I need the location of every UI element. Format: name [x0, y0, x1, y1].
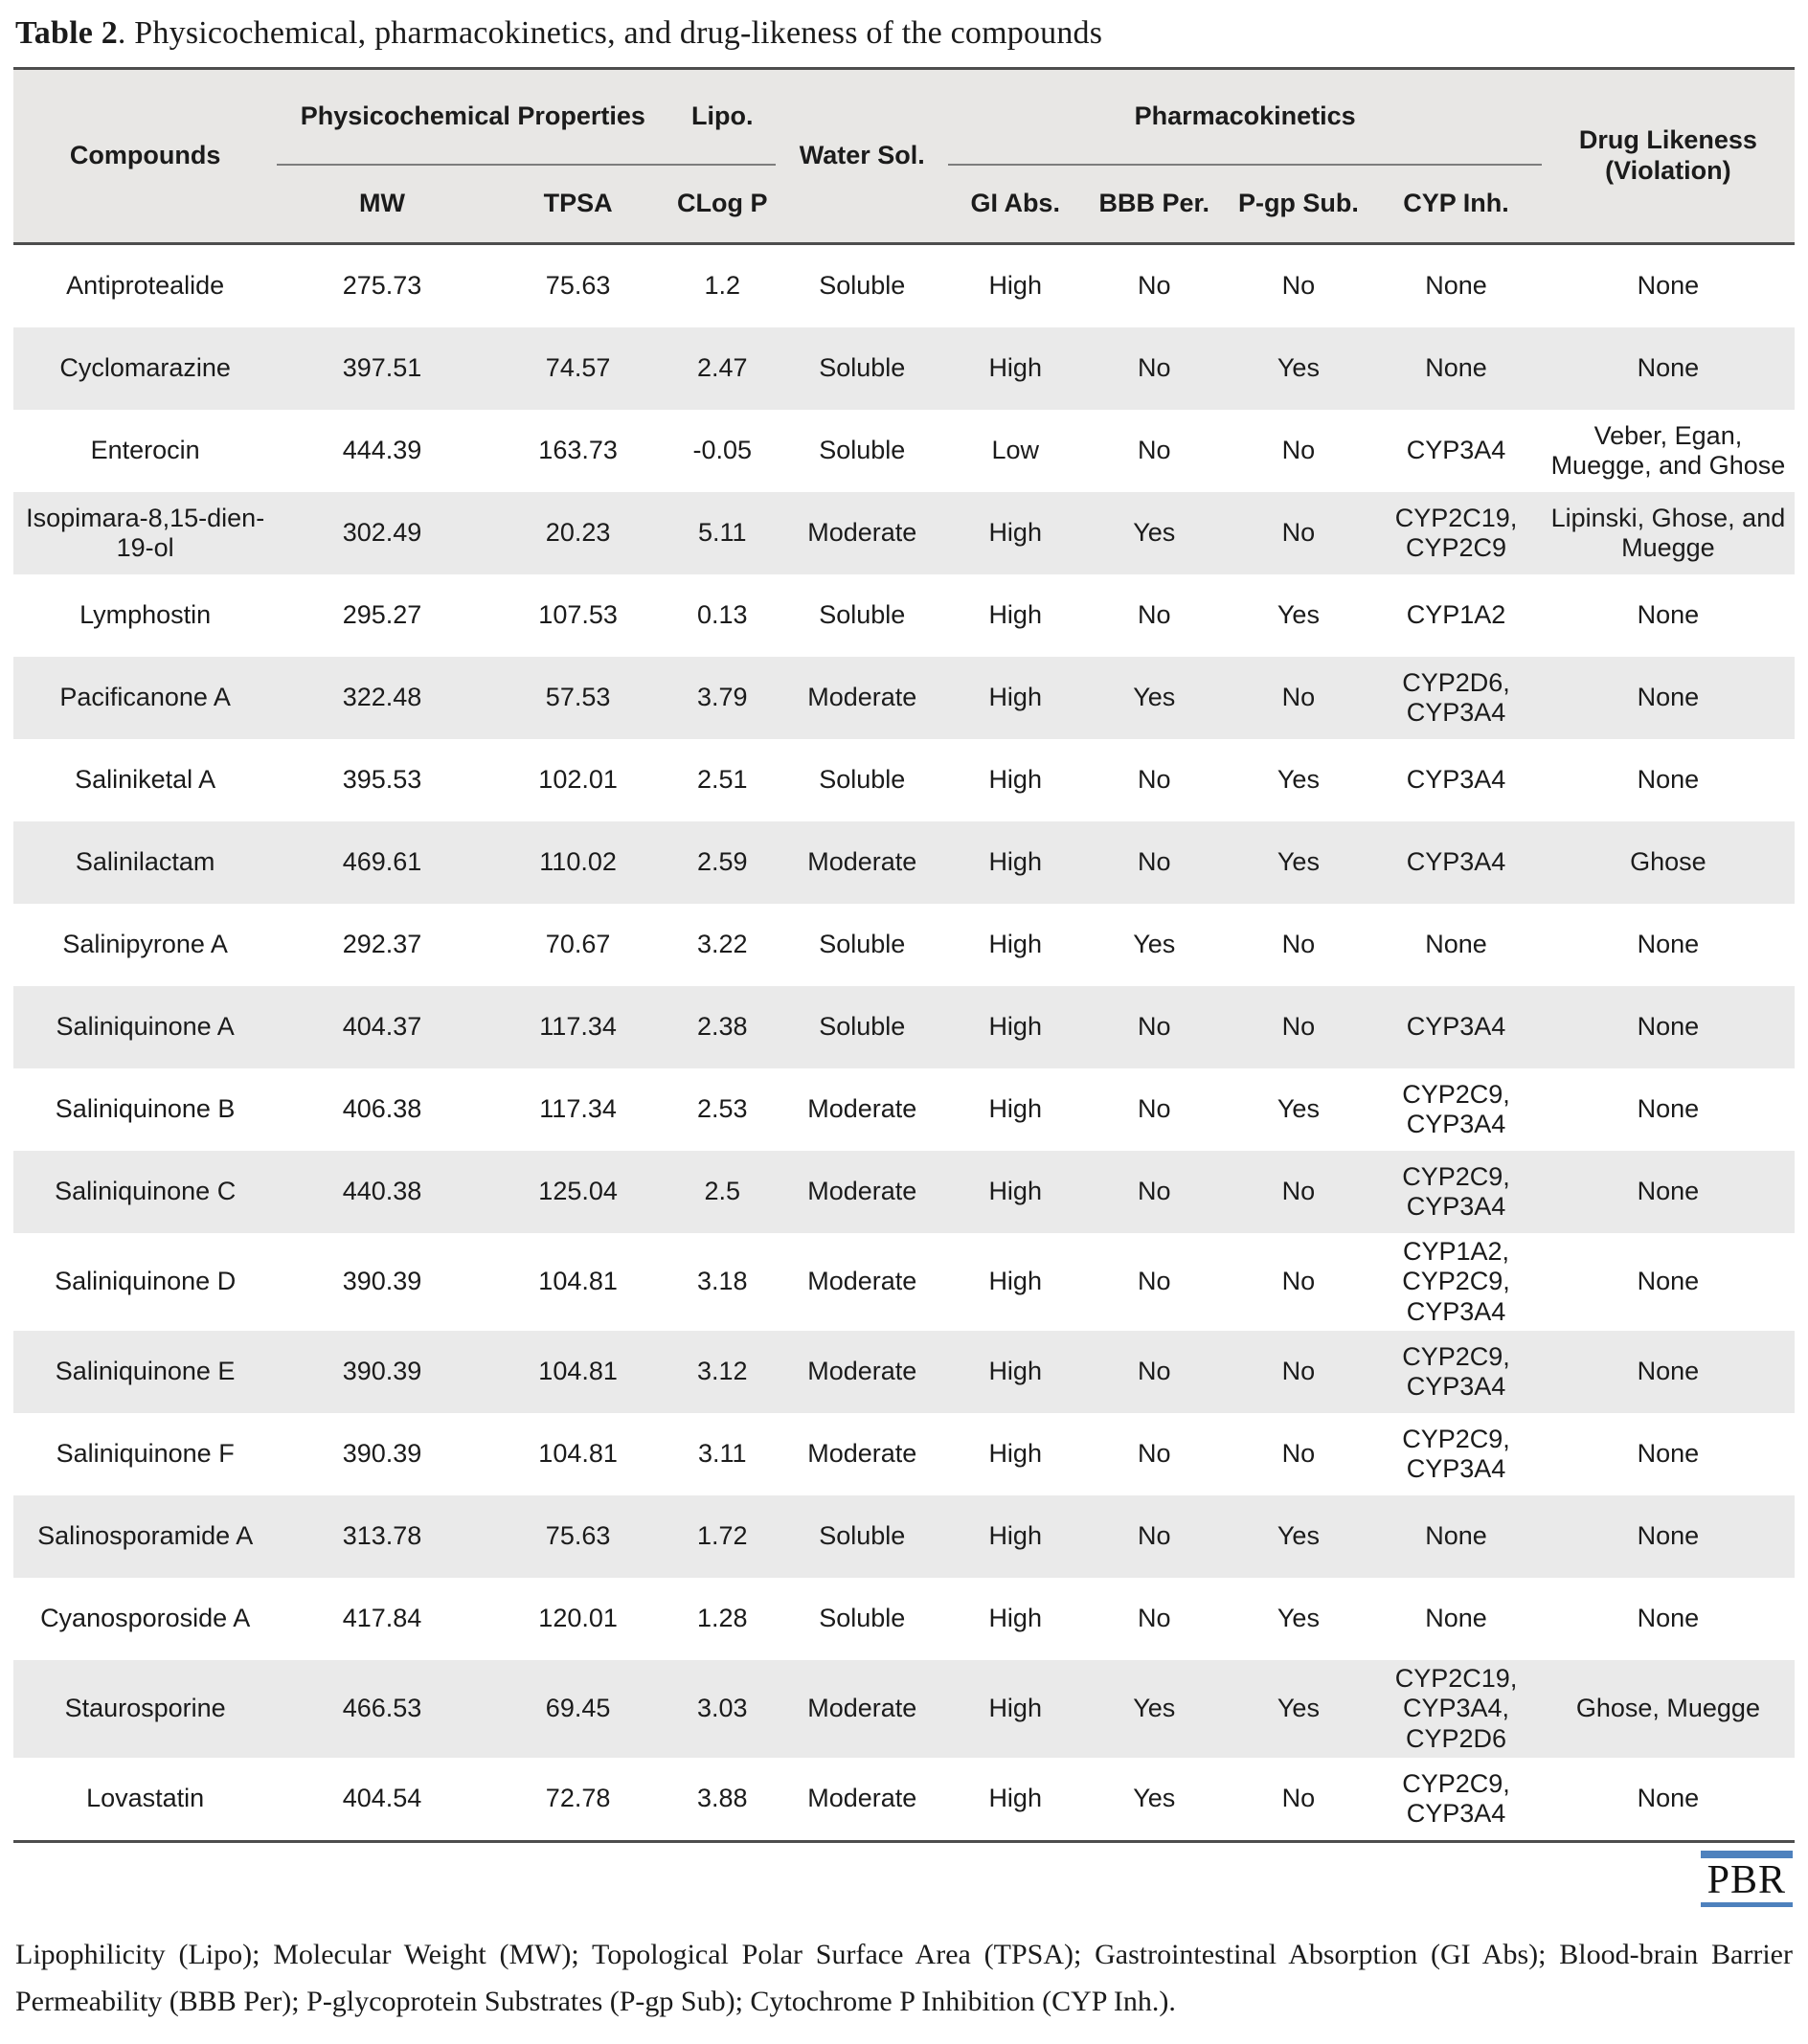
cell-drug-likeness: None	[1542, 657, 1795, 739]
cell-drug-likeness: None	[1637, 930, 1700, 959]
cell-gi-absorption: High	[988, 765, 1042, 795]
pbr-journal-logo: PBR	[1701, 1851, 1793, 1907]
cell-gi-absorption: High	[988, 1784, 1042, 1813]
cell-cyp-inhibition: CYP2C9, CYP3A4	[1402, 1768, 1510, 1828]
cell-tpsa: 125.04	[487, 1151, 669, 1233]
cell-pgp-substrate: Yes	[1227, 821, 1371, 904]
cell-drug-likeness: None	[1542, 1495, 1795, 1578]
cell-clogp: 3.79	[668, 657, 776, 739]
cell-water-solubility: Soluble	[819, 600, 906, 630]
cell-compound: Cyclomarazine	[13, 327, 277, 410]
header-mw: MW	[277, 165, 486, 244]
cell-pgp-substrate: No	[1281, 930, 1316, 959]
cell-tpsa: 163.73	[538, 436, 618, 465]
cell-bbb-permeability: Yes	[1082, 657, 1227, 739]
cell-compound: Saliniquinone F	[56, 1439, 235, 1469]
cell-clogp: 2.38	[668, 986, 776, 1068]
cell-tpsa: 75.63	[545, 271, 611, 301]
cell-compound: Salinipyrone A	[62, 930, 228, 959]
cell-mw: 295.27	[342, 600, 422, 630]
cell-mw: 302.49	[277, 492, 486, 574]
cell-tpsa: 104.81	[538, 1439, 618, 1469]
cell-compound: Lymphostin	[79, 600, 212, 630]
cell-clogp: 2.51	[696, 765, 748, 795]
cell-mw: 397.51	[277, 327, 486, 410]
cell-gi-absorption: High	[988, 1604, 1042, 1633]
cell-pgp-substrate: Yes	[1277, 1094, 1320, 1124]
cell-clogp: 3.22	[696, 930, 748, 959]
cell-tpsa: 70.67	[545, 930, 611, 959]
cell-drug-likeness: None	[1637, 1267, 1700, 1296]
cell-clogp: 2.59	[668, 821, 776, 904]
cell-gi-absorption: High	[988, 1439, 1042, 1469]
cell-pgp-substrate: Yes	[1277, 765, 1320, 795]
cell-cyp-inhibition: CYP1A2	[1406, 600, 1506, 630]
cell-gi-absorption: High	[948, 821, 1082, 904]
cell-tpsa: 117.34	[487, 986, 669, 1068]
cell-tpsa: 57.53	[487, 657, 669, 739]
cell-gi-absorption: High	[948, 327, 1082, 410]
cell-clogp: 3.88	[696, 1784, 748, 1813]
cell-tpsa: 120.01	[538, 1604, 618, 1633]
cell-mw: 275.73	[342, 271, 422, 301]
cell-tpsa: 20.23	[487, 492, 669, 574]
cell-drug-likeness: None	[1637, 1094, 1700, 1124]
cell-compound: Antiprotealide	[66, 271, 225, 301]
cell-water-solubility: Moderate	[776, 1331, 948, 1413]
cell-bbb-permeability: No	[1082, 986, 1227, 1068]
cell-tpsa: 117.34	[539, 1094, 617, 1124]
cell-tpsa: 104.81	[487, 1331, 669, 1413]
cell-clogp: 3.03	[668, 1660, 776, 1758]
cell-gi-absorption: High	[988, 1094, 1042, 1124]
cell-drug-likeness: None	[1542, 1331, 1795, 1413]
cell-gi-absorption: Low	[991, 436, 1039, 465]
cell-compound: Staurosporine	[13, 1660, 277, 1758]
cell-compound: Pacificanone A	[13, 657, 277, 739]
cell-tpsa: 104.81	[538, 1267, 618, 1296]
table-row	[13, 904, 1795, 986]
cell-bbb-permeability: No	[1082, 1331, 1227, 1413]
cell-cyp-inhibition: CYP2C9, CYP3A4	[1370, 1151, 1542, 1233]
table-caption: . Physicochemical, pharmacokinetics, and drug-likeness of the compounds	[117, 15, 1103, 51]
cell-cyp-inhibition: CYP3A4	[1370, 821, 1542, 904]
cell-drug-likeness: Veber, Egan, Muegge, and Ghose	[1550, 420, 1786, 480]
table-row	[13, 327, 1795, 410]
cell-drug-likeness: None	[1542, 986, 1795, 1068]
cell-clogp: 2.5	[668, 1151, 776, 1233]
cell-bbb-permeability: Yes	[1082, 492, 1227, 574]
cell-tpsa: 72.78	[545, 1784, 611, 1813]
cell-drug-likeness: None	[1637, 1784, 1700, 1813]
cell-water-solubility: Moderate	[776, 492, 948, 574]
cell-tpsa: 110.02	[487, 821, 669, 904]
cell-drug-likeness: Ghose	[1542, 821, 1795, 904]
cell-drug-likeness: None	[1637, 271, 1700, 301]
cell-cyp-inhibition: CYP2C19, CYP3A4, CYP2D6	[1370, 1660, 1542, 1758]
cell-mw: 390.39	[277, 1331, 486, 1413]
cell-mw: 322.48	[277, 657, 486, 739]
table-row	[13, 410, 1795, 492]
cell-cyp-inhibition: CYP1A2, CYP2C9, CYP3A4	[1402, 1237, 1510, 1326]
cell-drug-likeness: None	[1637, 1604, 1700, 1633]
cell-water-solubility: Moderate	[807, 1267, 917, 1296]
cell-drug-likeness: None	[1637, 1439, 1700, 1469]
cell-mw: 404.37	[277, 986, 486, 1068]
cell-bbb-permeability: No	[1138, 765, 1171, 795]
table-row	[13, 1151, 1795, 1233]
cell-compound: Salinilactam	[13, 821, 277, 904]
cell-compound: Saliniquinone B	[55, 1094, 236, 1124]
cell-bbb-permeability: No	[1082, 1151, 1227, 1233]
cell-cyp-inhibition: None	[1370, 1495, 1542, 1578]
cell-cyp-inhibition: None	[1370, 327, 1542, 410]
cell-pgp-substrate: No	[1281, 1439, 1316, 1469]
cell-mw: 444.39	[342, 436, 422, 465]
cell-cyp-inhibition: None	[1425, 1604, 1487, 1633]
cell-bbb-permeability: No	[1138, 271, 1171, 301]
cell-pgp-substrate: No	[1281, 1267, 1316, 1296]
table-row	[13, 821, 1795, 904]
cell-cyp-inhibition: CYP2C19, CYP2C9	[1370, 492, 1542, 574]
table-row	[13, 574, 1795, 657]
cell-clogp: 2.47	[668, 327, 776, 410]
cell-compound: Saliniquinone A	[13, 986, 277, 1068]
cell-cyp-inhibition: CYP2C9, CYP3A4	[1402, 1424, 1510, 1483]
cell-drug-likeness: Lipinski, Ghose, and Muegge	[1542, 492, 1795, 574]
header-group-pharmacokinetics: Pharmacokinetics	[948, 69, 1541, 166]
cell-compound: Cyanosporoside A	[40, 1604, 251, 1633]
cell-water-solubility: Soluble	[776, 327, 948, 410]
cell-cyp-inhibition: CYP3A4	[1406, 436, 1506, 465]
cell-cyp-inhibition: None	[1425, 930, 1487, 959]
cell-compound: Lovastatin	[86, 1784, 205, 1813]
table-row	[13, 1660, 1795, 1758]
header-gi-abs: GI Abs.	[948, 165, 1082, 244]
cell-water-solubility: Soluble	[776, 1495, 948, 1578]
cell-water-solubility: Moderate	[807, 1094, 917, 1124]
cell-compound: Salinosporamide A	[13, 1495, 277, 1578]
header-drug-likeness: Drug Likeness (Violation)	[1542, 69, 1795, 244]
cell-pgp-substrate: No	[1227, 1151, 1371, 1233]
cell-bbb-permeability: Yes	[1133, 1784, 1176, 1813]
cell-mw: 466.53	[277, 1660, 486, 1758]
cell-pgp-substrate: No	[1227, 657, 1371, 739]
cell-mw: 390.39	[342, 1267, 422, 1296]
cell-gi-absorption: High	[948, 1331, 1082, 1413]
cell-compound: Saliniquinone C	[13, 1151, 277, 1233]
cell-compound: Saliniquinone E	[13, 1331, 277, 1413]
table-row	[13, 1233, 1795, 1331]
cell-mw: 406.38	[342, 1094, 422, 1124]
cell-gi-absorption: High	[988, 1267, 1042, 1296]
cell-drug-likeness: Ghose, Muegge	[1542, 1660, 1795, 1758]
cell-clogp: 3.12	[668, 1331, 776, 1413]
cell-clogp: 0.13	[696, 600, 748, 630]
cell-mw: 417.84	[342, 1604, 422, 1633]
cell-water-solubility: Soluble	[819, 765, 906, 795]
cell-tpsa: 102.01	[538, 765, 618, 795]
cell-bbb-permeability: Yes	[1082, 1660, 1227, 1758]
cell-drug-likeness: None	[1637, 765, 1700, 795]
cell-bbb-permeability: No	[1082, 327, 1227, 410]
header-tpsa: TPSA	[487, 165, 669, 244]
header-water-sol: Water Sol.	[776, 69, 948, 244]
cell-pgp-substrate: No	[1281, 436, 1316, 465]
page-title	[15, 15, 1793, 52]
cell-water-solubility: Moderate	[776, 821, 948, 904]
header-group-physicochemical: Physicochemical Properties	[277, 69, 668, 166]
cell-bbb-permeability: No	[1138, 436, 1171, 465]
table-row	[13, 244, 1795, 328]
cell-pgp-substrate: No	[1227, 492, 1371, 574]
cell-mw: 404.54	[342, 1784, 422, 1813]
table-row	[13, 739, 1795, 821]
cell-pgp-substrate: No	[1281, 271, 1316, 301]
cell-bbb-permeability: No	[1138, 1604, 1171, 1633]
footnote: Lipophilicity (Lipo); Molecular Weight (MW); Topological Polar Surface Area (TPSA); Gastrointestinal Absorption (GI Abs); Blood-brain Barrier Permeability (BBB Per); P-glycoprotein Substrates (P-gp Sub); Cytochrome P Inhibition (CYP Inh.).	[15, 1938, 1793, 2017]
cell-pgp-substrate: No	[1227, 986, 1371, 1068]
cell-mw: 313.78	[277, 1495, 486, 1578]
cell-cyp-inhibition: None	[1425, 271, 1487, 301]
header-pgp-sub: P-gp Sub.	[1227, 165, 1371, 244]
table-number-label: Table 2	[15, 15, 118, 51]
cell-gi-absorption: High	[948, 657, 1082, 739]
table-row	[13, 1578, 1795, 1660]
cell-clogp: 2.53	[696, 1094, 748, 1124]
cell-mw: 469.61	[277, 821, 486, 904]
table-row	[13, 492, 1795, 574]
cell-pgp-substrate: Yes	[1227, 1660, 1371, 1758]
cell-water-solubility: Soluble	[776, 986, 948, 1068]
cell-bbb-permeability: No	[1138, 1439, 1171, 1469]
cell-pgp-substrate: No	[1227, 1331, 1371, 1413]
cell-water-solubility: Moderate	[776, 1660, 948, 1758]
cell-pgp-substrate: Yes	[1227, 1495, 1371, 1578]
cell-gi-absorption: High	[948, 986, 1082, 1068]
cell-tpsa: 74.57	[487, 327, 669, 410]
cell-bbb-permeability: Yes	[1133, 930, 1176, 959]
table-row	[13, 1495, 1795, 1578]
table-row	[13, 1413, 1795, 1495]
cell-drug-likeness: None	[1637, 600, 1700, 630]
cell-clogp: -0.05	[692, 436, 753, 465]
header-cyp-inh: CYP Inh.	[1370, 165, 1542, 244]
cell-gi-absorption: High	[988, 271, 1042, 301]
cell-water-solubility: Soluble	[819, 1604, 906, 1633]
cell-gi-absorption: High	[948, 492, 1082, 574]
table-body	[13, 244, 1795, 1842]
cell-mw: 390.39	[342, 1439, 422, 1469]
cell-gi-absorption: High	[948, 1151, 1082, 1233]
cell-compound: Enterocin	[90, 436, 200, 465]
header-group-lipo: Lipo.	[668, 69, 776, 166]
cell-drug-likeness: None	[1542, 327, 1795, 410]
table-header	[13, 69, 1795, 244]
cell-gi-absorption: High	[948, 1495, 1082, 1578]
cell-compound: Saliniketal A	[75, 765, 216, 795]
table-row	[13, 1758, 1795, 1842]
cell-cyp-inhibition: CYP2C9, CYP3A4	[1402, 1079, 1510, 1138]
cell-compound: Saliniquinone D	[55, 1267, 237, 1296]
cell-mw: 292.37	[342, 930, 422, 959]
cell-mw: 440.38	[277, 1151, 486, 1233]
compounds-table	[13, 67, 1795, 1843]
cell-tpsa: 75.63	[487, 1495, 669, 1578]
cell-drug-likeness: None	[1542, 1151, 1795, 1233]
cell-clogp: 1.2	[704, 271, 741, 301]
cell-gi-absorption: High	[948, 1660, 1082, 1758]
cell-water-solubility: Moderate	[776, 657, 948, 739]
cell-water-solubility: Moderate	[807, 1439, 917, 1469]
journal-logo-row	[13, 1851, 1793, 1907]
cell-pgp-substrate: No	[1281, 1784, 1316, 1813]
cell-bbb-permeability: No	[1138, 1094, 1171, 1124]
header-group-row	[13, 69, 1795, 166]
cell-pgp-substrate: Yes	[1227, 327, 1371, 410]
cell-water-solubility: Soluble	[819, 271, 906, 301]
cell-water-solubility: Moderate	[776, 1151, 948, 1233]
cell-water-solubility: Soluble	[819, 930, 906, 959]
cell-water-solubility: Moderate	[807, 1784, 917, 1813]
cell-bbb-permeability: No	[1082, 821, 1227, 904]
cell-compound: Isopimara-8,15-dien-19-ol	[13, 492, 277, 574]
cell-clogp: 5.11	[668, 492, 776, 574]
cell-cyp-inhibition: CYP3A4	[1370, 986, 1542, 1068]
cell-clogp: 3.18	[696, 1267, 748, 1296]
cell-bbb-permeability: No	[1138, 600, 1171, 630]
header-clogp: CLog P	[668, 165, 776, 244]
cell-gi-absorption: High	[988, 930, 1042, 959]
cell-gi-absorption: High	[988, 600, 1042, 630]
cell-mw: 395.53	[342, 765, 422, 795]
cell-tpsa: 69.45	[487, 1660, 669, 1758]
cell-cyp-inhibition: CYP2D6, CYP3A4	[1370, 657, 1542, 739]
cell-pgp-substrate: Yes	[1277, 600, 1320, 630]
cell-bbb-permeability: No	[1082, 1495, 1227, 1578]
cell-cyp-inhibition: CYP3A4	[1406, 765, 1506, 795]
cell-pgp-substrate: Yes	[1277, 1604, 1320, 1633]
cell-clogp: 1.72	[668, 1495, 776, 1578]
cell-cyp-inhibition: CYP2C9, CYP3A4	[1370, 1331, 1542, 1413]
header-bbb-per: BBB Per.	[1082, 165, 1227, 244]
cell-water-solubility: Soluble	[819, 436, 906, 465]
header-compounds: Compounds	[13, 69, 277, 244]
cell-clogp: 1.28	[696, 1604, 748, 1633]
table-row	[13, 1331, 1795, 1413]
table-row	[13, 986, 1795, 1068]
table-row	[13, 1068, 1795, 1151]
table-row	[13, 657, 1795, 739]
cell-bbb-permeability: No	[1138, 1267, 1171, 1296]
cell-clogp: 3.11	[697, 1439, 747, 1469]
cell-tpsa: 107.53	[538, 600, 618, 630]
